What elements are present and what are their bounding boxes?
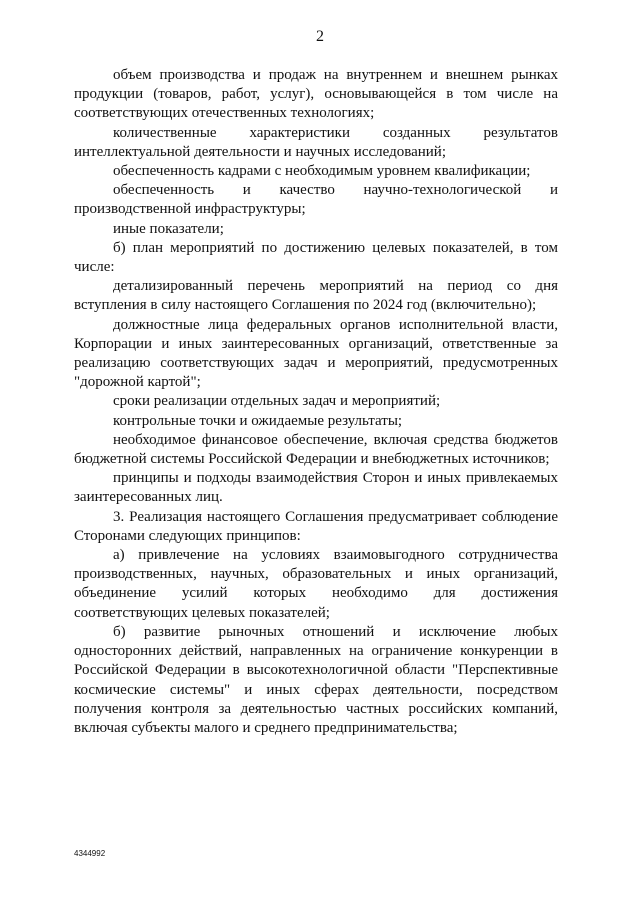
paragraph: иные показатели; bbox=[113, 220, 224, 237]
paragraph: детализированный перечень мероприятий на период со дня вступления в силу настоящего Соглашения по 2024 год (включительно); bbox=[74, 278, 558, 314]
paragraph: должностные лица федеральных органов исполнительной власти, Корпорации и иных заинтересованных организаций, ответственные за реализацию соответствующих задач и мероприятий, предусмотренных "дорожной картой"; bbox=[74, 316, 558, 391]
document-body bbox=[74, 66, 558, 738]
paragraph: количественные характеристики созданных результатов интеллектуальной деятельности и научных исследований; bbox=[74, 124, 558, 160]
paragraph: необходимое финансовое обеспечение, включая средства бюджетов бюджетной системы Российской Федерации и внебюджетных источников; bbox=[74, 431, 558, 468]
paragraph: сроки реализации отдельных задач и мероприятий; bbox=[113, 393, 441, 410]
paragraph: обеспеченность и качество научно-технологической и производственной инфраструктуры; bbox=[74, 182, 558, 218]
paragraph: 3. Реализация настоящего Соглашения предусматривает соблюдение Сторонами следующих принципов: bbox=[74, 508, 558, 544]
page-number: 2 bbox=[316, 28, 324, 45]
paragraph: а) привлечение на условиях взаимовыгодного сотрудничества производственных, научных, образовательных и иных организаций, объединение усилий которых необходимо для достижения соответствующих целевых показателей; bbox=[74, 547, 558, 621]
paragraph: б) развитие рыночных отношений и исключение любых односторонних действий, направленных на ограничение конкуренции в Российской Федерации в высокотехнологичной области "Перспективные космические системы" и иных сферах деятельности, посредством получения контроля за деятельностью частных российских компаний, включая субъекты малого и среднего предпринимательства; bbox=[74, 623, 558, 736]
paragraph: объем производства и продаж на внутреннем и внешнем рынках продукции (товаров, работ, услуг), основывающейся в том числе на соответствующих отечественных технологиях; bbox=[74, 67, 558, 122]
paragraph: контрольные точки и ожидаемые результаты; bbox=[113, 412, 403, 429]
document-id: 4344992 bbox=[74, 849, 106, 858]
paragraph: обеспеченность кадрами с необходимым уровнем квалификации; bbox=[113, 163, 531, 180]
paragraph: принципы и подходы взаимодействия Сторон и иных привлекаемых заинтересованных лиц. bbox=[74, 470, 558, 506]
paragraph: б) план мероприятий по достижению целевых показателей, в том числе: bbox=[74, 239, 558, 276]
